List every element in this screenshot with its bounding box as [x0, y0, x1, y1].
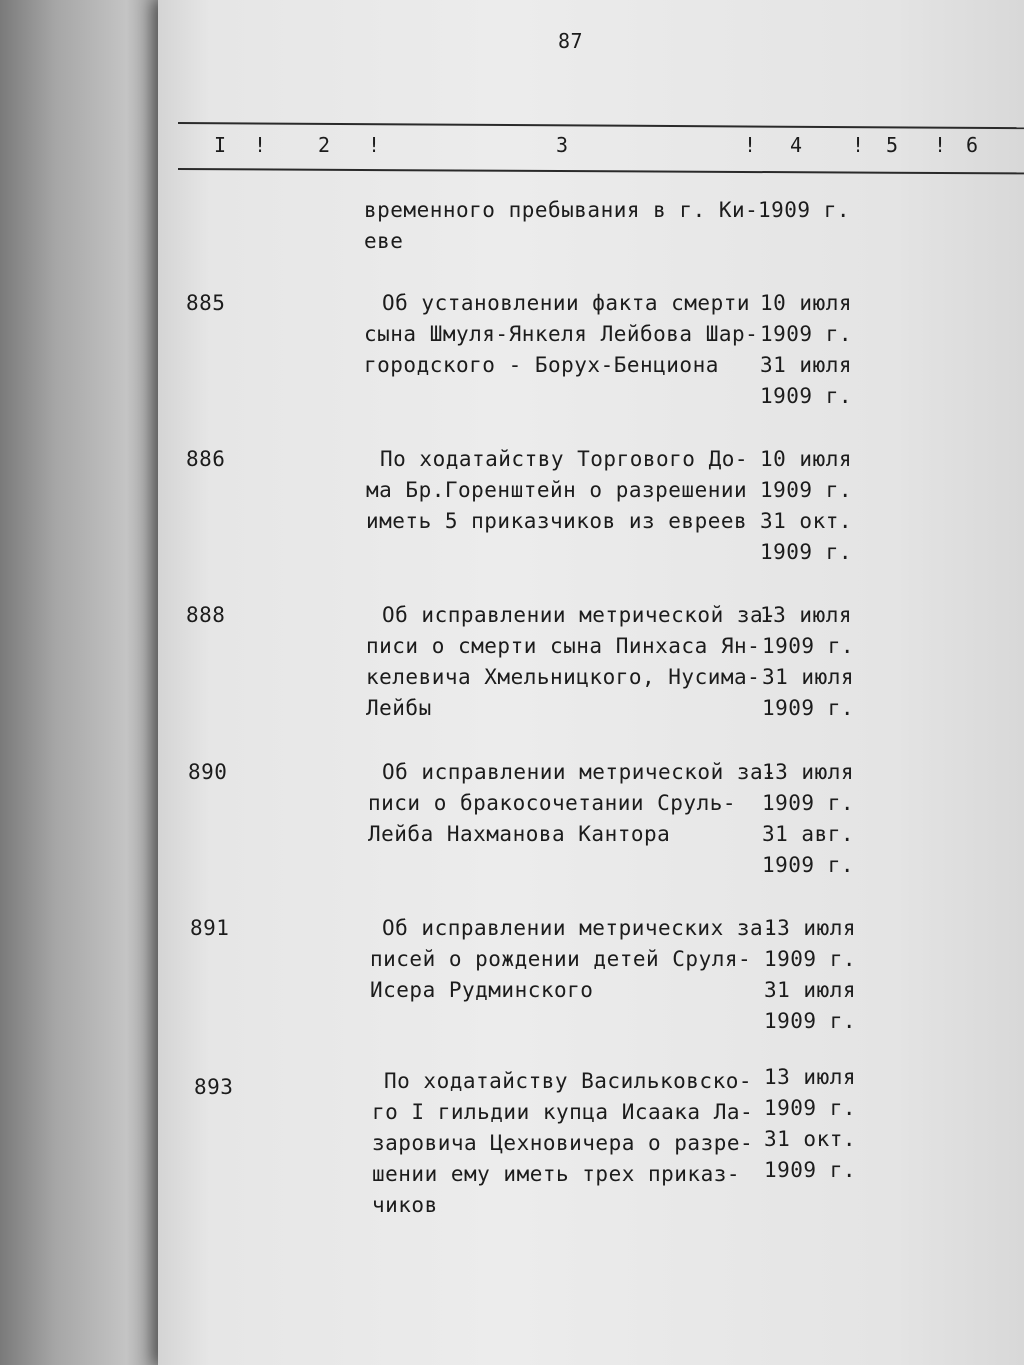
record-date-line: 31 окт. [760, 509, 853, 533]
record-date-line: 13 июля [762, 760, 855, 784]
record-title-line: чиков [372, 1193, 438, 1217]
record-number: 886 [186, 447, 226, 471]
record-title-line: иметь 5 приказчиков из евреев [366, 509, 748, 533]
record-date-line: 1909 г. [762, 791, 855, 815]
column-header-4: 4 [790, 133, 803, 157]
record-date-line: 31 июля [762, 665, 855, 689]
record-date-line: 31 июля [764, 978, 857, 1002]
record-title-line: заровича Цехновичера о разре- [372, 1131, 754, 1155]
column-header-2: 2 [318, 133, 331, 157]
record-title-line: Об установлении факта смерти [382, 291, 751, 315]
record-title-line: го I гильдии купца Исаака Ла- [372, 1100, 754, 1124]
column-separator: ! [744, 133, 757, 157]
record-date-line: 1909 г. [760, 322, 853, 346]
page-number: 87 [558, 29, 584, 53]
record-title-line: еве [364, 229, 404, 253]
record-date-line: 13 июля [764, 916, 857, 940]
column-header-5: 5 [886, 133, 899, 157]
record-title-line: писи о бракосочетании Сруль- [368, 791, 737, 815]
record-title-line: ма Бр.Горенштейн о разрешении [366, 478, 748, 502]
record-number: 888 [186, 603, 226, 627]
record-number: 885 [186, 291, 226, 315]
record-title-line: По ходатайству Васильковско- [384, 1069, 753, 1093]
record-date-line: 31 авг. [762, 822, 855, 846]
column-header-3: 3 [556, 133, 569, 157]
record-date-line: 31 июля [760, 353, 853, 377]
record-title-line: шении ему иметь трех приказ- [372, 1162, 741, 1186]
record-title-line: писей о рождении детей Сруля- [370, 947, 752, 971]
record-title-line: временного пребывания в г. Ки- [364, 198, 759, 222]
column-separator: ! [852, 133, 865, 157]
record-title-line: сына Шмуля-Янкеля Лейбова Шар- [364, 322, 759, 346]
record-title-line: Лейбы [366, 696, 432, 720]
record-date-line: 10 июля [760, 447, 853, 471]
record-number: 891 [190, 916, 230, 940]
record-number: 890 [188, 760, 228, 784]
record-title-line: Исера Рудминского [370, 978, 594, 1002]
record-date-line: 1909 г. [762, 696, 855, 720]
record-title-line: келевича Хмельницкого, Нусима- [366, 665, 761, 689]
record-date-line: 1909 г. [760, 478, 853, 502]
record-title-line: Об исправлении метрической за- [382, 603, 777, 627]
record-date-line: 1909 г. [764, 1096, 857, 1120]
record-title-line: писи о смерти сына Пинхаса Ян- [366, 634, 761, 658]
record-number: 893 [194, 1075, 234, 1099]
record-date-line: 10 июля [760, 291, 853, 315]
column-header-1: I [214, 133, 227, 157]
column-header-6: 6 [966, 133, 979, 157]
record-title-line: городского - Борух-Бенциона [364, 353, 719, 377]
record-title-line: Об исправлении метрической за- [382, 760, 777, 784]
record-date-line: 1909 г. [764, 947, 857, 971]
bleed-through-texture [190, 200, 238, 355]
column-separator: ! [934, 133, 947, 157]
record-date-line: 1909 г. [762, 634, 855, 658]
record-date-line: 13 июля [764, 1065, 857, 1089]
record-date-line: 1909 г. [762, 853, 855, 877]
record-date-line: 1909 г. [764, 1158, 857, 1182]
record-date-line: 1909 г. [758, 198, 851, 222]
column-separator: ! [254, 133, 267, 157]
record-title-line: Об исправлении метрических за- [382, 916, 777, 940]
record-title-line: Лейба Нахманова Кантора [368, 822, 671, 846]
record-date-line: 31 окт. [764, 1127, 857, 1151]
record-date-line: 1909 г. [760, 384, 853, 408]
column-separator: ! [368, 133, 381, 157]
record-date-line: 1909 г. [760, 540, 853, 564]
record-date-line: 13 июля [760, 603, 853, 627]
record-date-line: 1909 г. [764, 1009, 857, 1033]
record-title-line: По ходатайству Торгового До- [380, 447, 749, 471]
left-page-edge [0, 0, 158, 1365]
